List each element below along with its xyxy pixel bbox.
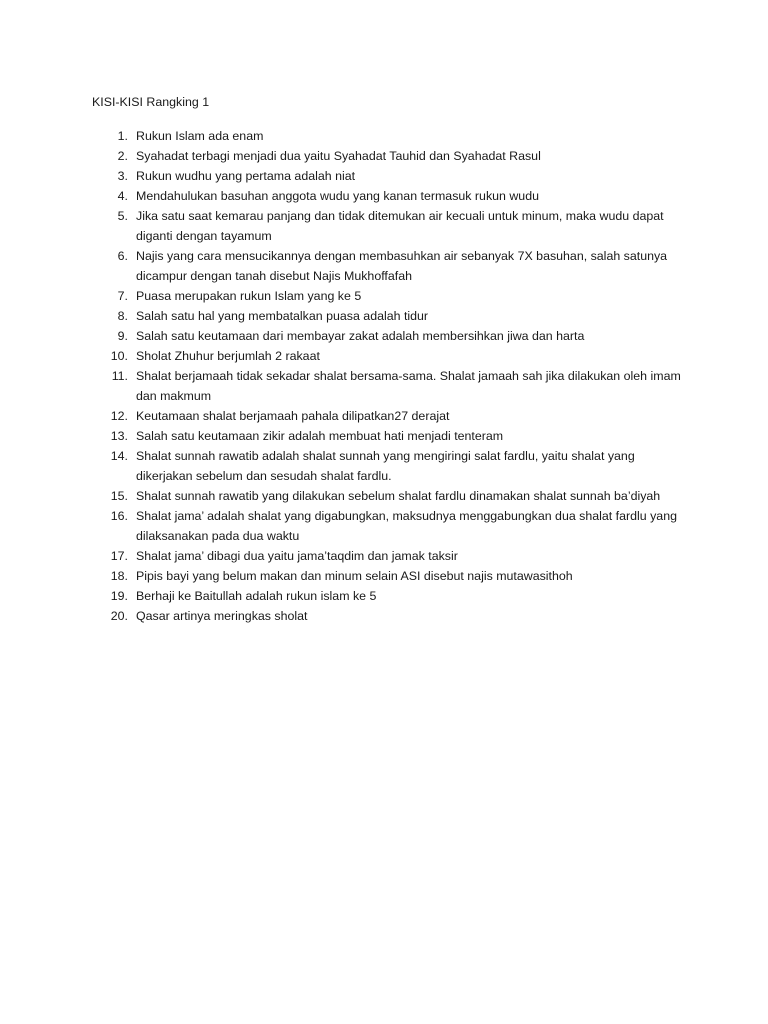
list-item-text: Shalat berjamaah tidak sekadar shalat bersama-sama. Shalat jamaah sah jika dilakukan oleh imam dan makmum: [136, 369, 681, 403]
list-item-text: Rukun Islam ada enam: [136, 129, 264, 143]
list-item-text: Berhaji ke Baitullah adalah rukun islam ke 5: [136, 589, 377, 603]
list-item-text: Rukun wudhu yang pertama adalah niat: [136, 169, 356, 183]
list-item-number: 3.: [117, 169, 128, 183]
list-item-number: 1.: [117, 129, 128, 143]
list-item-number: 17.: [110, 549, 128, 563]
list-item: [92, 546, 692, 566]
list-item-number: 19.: [110, 589, 128, 603]
list-item: [92, 326, 692, 346]
list-item: [92, 186, 692, 206]
list-item: [92, 306, 692, 326]
list-item-number: 6.: [117, 249, 128, 263]
list-item: [92, 406, 692, 426]
list-item-number: 2.: [117, 149, 128, 163]
list-item-text: Jika satu saat kemarau panjang dan tidak ditemukan air kecuali untuk minum, maka wudu dapat diganti dengan tayamum: [136, 209, 664, 243]
list-item-text: Shalat jama’ adalah shalat yang digabungkan, maksudnya menggabungkan dua shalat fardlu yang dilaksanakan pada dua waktu: [136, 509, 677, 543]
list-item-number: 10.: [110, 349, 128, 363]
list-item: [92, 246, 692, 286]
list-item-number: 7.: [117, 289, 128, 303]
list-item-number: 13.: [110, 429, 128, 443]
list-item-number: 8.: [117, 309, 128, 323]
list-item: [92, 486, 692, 506]
list-item: [92, 146, 692, 166]
list-item-number: 12.: [110, 409, 128, 423]
list-item-number: 18.: [110, 569, 128, 583]
list-item-text: Qasar artinya meringkas sholat: [136, 609, 308, 623]
list-item-number: 11.: [111, 369, 128, 383]
list-item-text: Shalat sunnah rawatib yang dilakukan sebelum shalat fardlu dinamakan shalat sunnah ba’diyah: [136, 489, 661, 503]
list-item-text: Puasa merupakan rukun Islam yang ke 5: [136, 289, 362, 303]
list-item: [92, 446, 692, 486]
list-item-number: 5.: [117, 209, 128, 223]
list-item: [92, 426, 692, 446]
document-title: KISI-KISI Rangking 1: [92, 95, 210, 109]
list-item-text: Shalat jama’ dibagi dua yaitu jama’taqdim dan jamak taksir: [136, 549, 458, 563]
list-item: [92, 206, 692, 246]
list-item: [92, 506, 692, 546]
list-item: [92, 586, 692, 606]
list-item: [92, 566, 692, 586]
list-item: [92, 126, 692, 146]
list-item: [92, 366, 692, 406]
list-item-text: Shalat sunnah rawatib adalah shalat sunnah yang mengiringi salat fardlu, yaitu shalat yang dikerjakan sebelum dan sesudah shalat fardlu.: [136, 449, 635, 483]
list-item-text: Pipis bayi yang belum makan dan minum selain ASI disebut najis mutawasithoh: [136, 569, 573, 583]
list-item-number: 4.: [117, 189, 128, 203]
list-item: [92, 606, 692, 626]
list-item-text: Najis yang cara mensucikannya dengan membasuhkan air sebanyak 7X basuhan, salah satunya dicampur dengan tanah disebut Najis Mukhoffafah: [136, 249, 668, 283]
numbered-list: [92, 126, 692, 626]
list-item: [92, 166, 692, 186]
list-item-text: Mendahulukan basuhan anggota wudu yang kanan termasuk rukun wudu: [136, 189, 539, 203]
list-item: [92, 286, 692, 306]
list-item: [92, 346, 692, 366]
list-item-text: Keutamaan shalat berjamaah pahala dilipatkan27 derajat: [136, 409, 450, 423]
list-item-text: Salah satu hal yang membatalkan puasa adalah tidur: [136, 309, 429, 323]
list-item-number: 15.: [110, 489, 128, 503]
list-item-number: 9.: [117, 329, 128, 343]
list-item-text: Sholat Zhuhur berjumlah 2 rakaat: [136, 349, 320, 363]
list-item-text: Salah satu keutamaan dari membayar zakat adalah membersihkan jiwa dan harta: [136, 329, 585, 343]
list-item-number: 20.: [110, 609, 128, 623]
list-item-number: 14.: [110, 449, 128, 463]
list-item-number: 16.: [110, 509, 128, 523]
list-item-text: Salah satu keutamaan zikir adalah membuat hati menjadi tenteram: [136, 429, 504, 443]
list-item-text: Syahadat terbagi menjadi dua yaitu Syahadat Tauhid dan Syahadat Rasul: [136, 149, 541, 163]
